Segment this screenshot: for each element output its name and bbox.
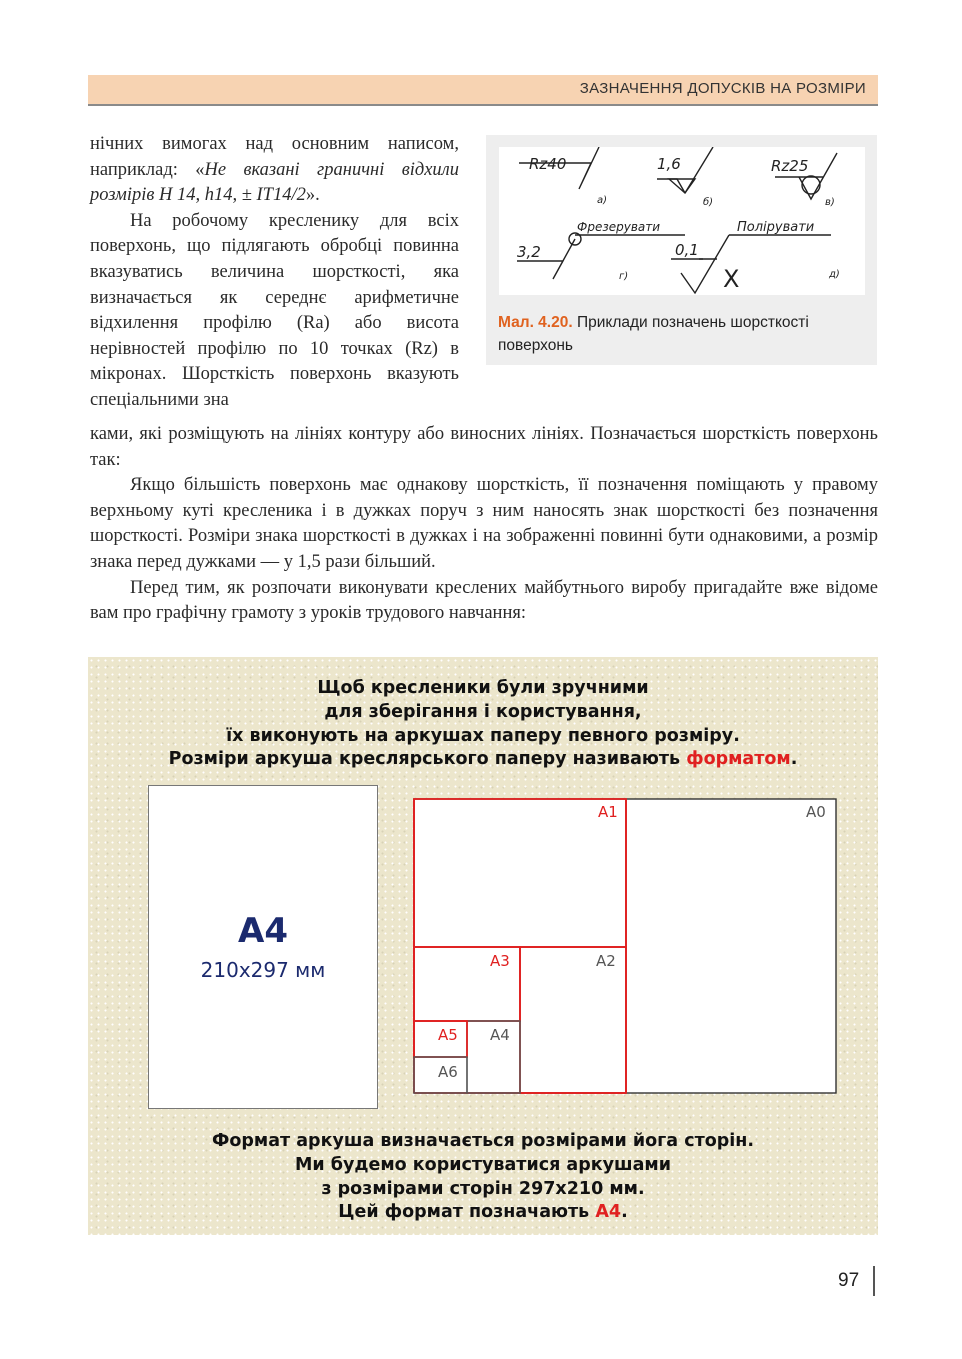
paper-formats-panel	[88, 657, 878, 1235]
label-a3: А3	[490, 952, 510, 970]
label-rz40: Rz40	[529, 155, 567, 173]
summary-line-2: Ми будемо користуватися аркушами	[294, 1154, 671, 1175]
symbol-v-circle	[802, 176, 820, 194]
summary-line-4-end: .	[621, 1202, 628, 1223]
label-g: г)	[619, 271, 629, 282]
summary-line-4-text: Цей формат позначають	[338, 1202, 596, 1223]
label-1-6: 1,6	[657, 155, 681, 173]
p1-text: нічних вимогах над основним написом, наприклад: «	[90, 134, 459, 180]
intro-line-4-end: .	[790, 749, 798, 770]
intro-line-4-text: Розміри аркуша креслярського паперу називають	[168, 749, 687, 770]
main-text	[90, 422, 878, 627]
label-mill: Фрезерувати	[577, 220, 661, 234]
label-a0: А0	[806, 803, 826, 821]
label-v: в)	[825, 197, 835, 208]
symbol-b-triangle	[669, 179, 695, 193]
intro-line-1: Щоб креслeники були зручними	[317, 678, 649, 698]
p1-end: ».	[305, 185, 320, 206]
figure-caption	[498, 311, 868, 357]
roughness-symbols-svg	[499, 147, 865, 295]
label-d: д)	[829, 269, 840, 280]
label-0-1: 0,1	[675, 241, 699, 259]
label-3-2: 3,2	[517, 243, 541, 261]
format-a0	[414, 799, 836, 1093]
intro-line-4	[88, 748, 878, 772]
label-a2: А2	[596, 952, 616, 970]
symbol-b-tail	[685, 147, 713, 193]
a4-sheet-name: А4	[238, 911, 288, 951]
paragraph-requirements	[90, 132, 459, 209]
a4-sheet	[148, 785, 378, 1109]
paragraph-same-roughness: Якщо більшість поверхонь має однакову шорсткість, її позначення поміщають у правому верхньому куті кресленика і в дужках поруч з ним наносять знак шорсткості без позначення шорсткості. Розміри знака шорсткості в дужках і на зображенні повинні бути однаковими, а розмір знака перед дужками — у 1,5 рази більший.	[90, 475, 878, 572]
intro-line-3: їх виконують на аркушах паперу певного розміру.	[226, 725, 740, 746]
figure-4-20	[486, 135, 877, 365]
formats-summary	[88, 1130, 878, 1225]
formats-intro	[88, 677, 878, 772]
label-a6: А6	[438, 1063, 458, 1081]
paragraph-before-drawing: Перед тим, як розпочати виконувати креслених майбутнього виробу пригадайте вже відоме вам про графічну грамоту з уроків трудового навчання:	[90, 577, 878, 624]
caption-text: Приклади позначень шорсткості поверхонь	[498, 314, 809, 354]
intro-keyword-format: форматом	[686, 749, 791, 770]
p1-italic: Не вказані граничні відхили розмірів H 14, h14, ± IT14/2	[90, 159, 459, 206]
label-a1: А1	[598, 803, 618, 821]
summary-line-4	[88, 1201, 878, 1225]
summary-line-3: з розмірами сторін 297х210 мм.	[321, 1178, 645, 1199]
roughness-diagram	[499, 147, 865, 295]
page-number-rule	[873, 1266, 875, 1296]
intro-line-2: для зберігання і користування,	[324, 701, 642, 722]
a4-sheet-size: 210х297 мм	[200, 958, 326, 982]
paragraph-roughness: На робочому кресленику для всіх поверхонь, що підлягають обробці повинна вказуватись величина шорсткості, яка визначається як середнє арифметичне відхилення профілю (Ra) або висота нерівностей профілю по 10 точках (Rz) в мікронах. Шорсткість поверхонь вказують спеціальними зна	[90, 210, 459, 410]
header-title: ЗАЗНАЧЕННЯ ДОПУСКІВ НА РОЗМІРИ	[579, 80, 866, 97]
page-number: 97	[838, 1270, 860, 1291]
label-x: X	[723, 265, 740, 293]
symbol-a	[579, 147, 599, 189]
label-polish: Полірувати	[737, 220, 815, 235]
intro-text	[90, 132, 459, 414]
paragraph-roughness-cont: ками, які розміщують на лініях контуру або виносних лініях. Позначається шорсткість поверхонь так:	[90, 424, 878, 470]
caption-number: Мал. 4.20.	[498, 314, 573, 331]
running-header	[88, 75, 878, 106]
summary-line-1: Формат аркуша визначається розмірами йога сторін.	[211, 1131, 755, 1151]
label-b: б)	[703, 197, 714, 208]
label-a4: А4	[490, 1026, 510, 1044]
formats-diagram	[410, 795, 840, 1097]
label-a: а)	[597, 195, 608, 206]
label-a5: А5	[438, 1026, 458, 1044]
summary-keyword-a4: А4	[595, 1202, 622, 1223]
label-rz25: Rz25	[771, 157, 809, 175]
